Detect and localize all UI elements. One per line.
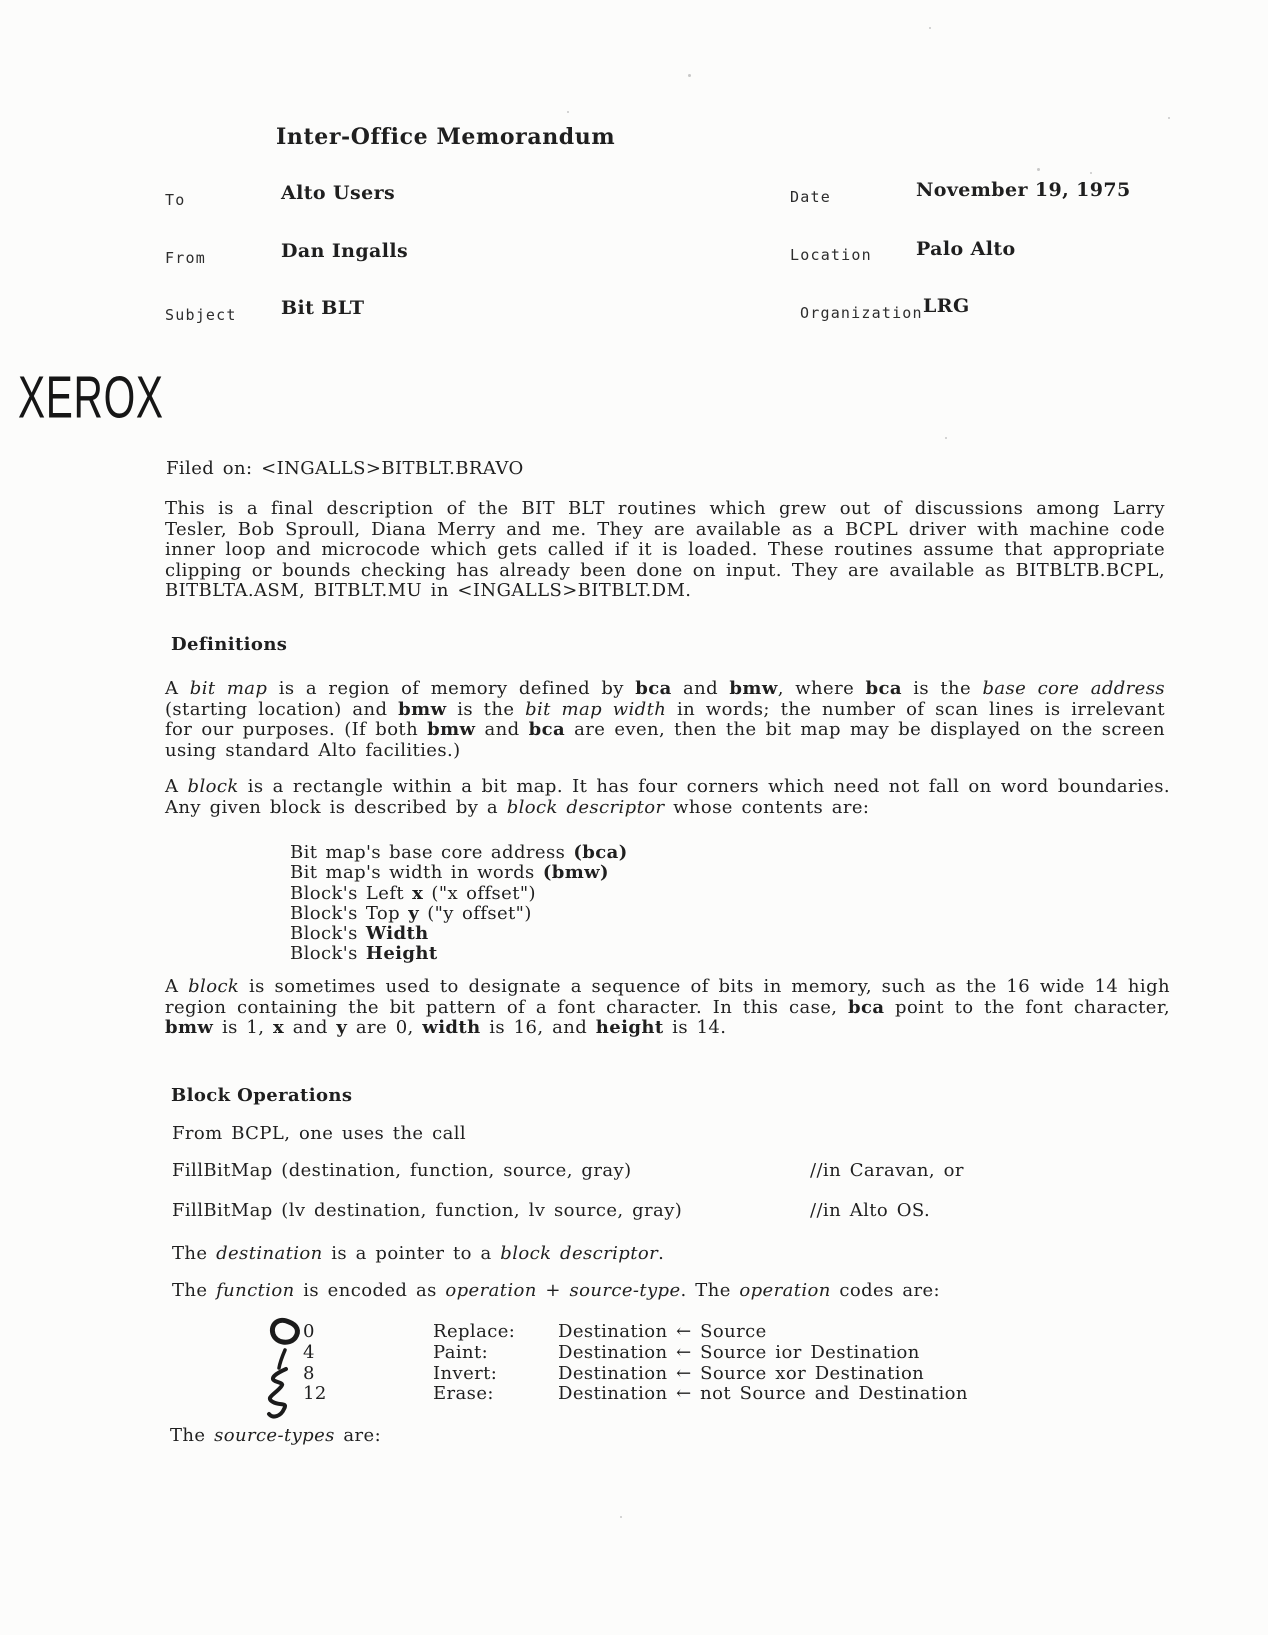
descriptor-item: Block's Left x ("x offset") bbox=[290, 882, 536, 904]
operation-desc: Destination ← not Source and Destination bbox=[558, 1383, 968, 1405]
scan-speckle bbox=[567, 111, 569, 113]
operation-row bbox=[303, 1342, 1203, 1363]
operation-name: Paint: bbox=[433, 1341, 489, 1363]
destination-paragraph: The destination is a pointer to a block descriptor. bbox=[172, 1243, 665, 1264]
field-value-from: Dan Ingalls bbox=[281, 240, 409, 262]
descriptor-item: Bit map's base core address (bca) bbox=[290, 842, 628, 863]
operation-row bbox=[303, 1383, 1203, 1404]
operation-code: 12 bbox=[303, 1383, 327, 1405]
bitmap-definition-paragraph: A bit map is a region of memory defined by bca and bmw, where bca is the base core address (starting location) and bmw is the bit map width in words; the number of scan lines is irrelevant for our purposes. (If both bmw and bca are even, then the bit map may be displayed on the screen using standard Alto facilities.) bbox=[165, 678, 1166, 761]
field-label-date: Date bbox=[790, 188, 831, 206]
operation-name: Erase: bbox=[433, 1383, 494, 1405]
descriptor-item: Block's Height bbox=[290, 943, 438, 965]
bcpl-call-line: From BCPL, one uses the call bbox=[172, 1123, 467, 1144]
field-value-date: November 19, 1975 bbox=[916, 179, 1131, 201]
scan-speckle bbox=[1168, 117, 1170, 119]
call-comment: //in Caravan, or bbox=[810, 1160, 964, 1181]
descriptor-item: Bit map's width in words (bmw) bbox=[290, 862, 609, 884]
operation-code: 0 bbox=[303, 1321, 315, 1342]
scan-speckle bbox=[945, 437, 947, 439]
field-label-subject: Subject bbox=[165, 306, 237, 324]
memo-title: Inter-Office Memorandum bbox=[276, 124, 616, 150]
field-label-organization: Organization bbox=[800, 304, 923, 322]
operation-code: 4 bbox=[303, 1341, 315, 1363]
field-value-to: Alto Users bbox=[281, 182, 396, 204]
definitions-heading: Definitions bbox=[171, 634, 288, 655]
function-paragraph: The function is encoded as operation + source-type. The operation codes are: bbox=[172, 1280, 940, 1301]
block-operations-heading: Block Operations bbox=[171, 1085, 353, 1106]
field-value-location: Palo Alto bbox=[916, 238, 1016, 260]
fillbitmap-call-row bbox=[0, 1160, 1268, 1182]
field-value-organization: LRG bbox=[923, 295, 970, 317]
operation-name: Replace: bbox=[433, 1321, 516, 1342]
xerox-logo: XEROX bbox=[18, 363, 164, 431]
field-label-to: To bbox=[165, 191, 186, 209]
scan-speckle bbox=[1090, 172, 1092, 174]
operation-row bbox=[303, 1321, 1203, 1342]
scan-speckle bbox=[929, 27, 931, 29]
scan-speckle bbox=[620, 1516, 622, 1518]
operation-desc: Destination ← Source bbox=[558, 1321, 767, 1342]
operation-desc: Destination ← Source xor Destination bbox=[558, 1362, 925, 1384]
handwritten-annotation bbox=[253, 1312, 311, 1424]
field-label-from: From bbox=[165, 249, 206, 267]
filed-on-line: Filed on: <INGALLS>BITBLT.BRAVO bbox=[166, 458, 524, 479]
block-definition-paragraph: A block is a rectangle within a bit map. It has four corners which need not fall on word boundaries. Any given block is described by a block descriptor whose contents are: bbox=[165, 776, 1170, 818]
call-code: FillBitMap (destination, function, source, gray) bbox=[172, 1160, 632, 1181]
scan-speckle bbox=[1037, 168, 1040, 171]
descriptor-item: Block's Width bbox=[290, 923, 429, 945]
fillbitmap-call-row bbox=[0, 1200, 1268, 1222]
call-code: FillBitMap (lv destination, function, lv source, gray) bbox=[172, 1200, 683, 1221]
operation-desc: Destination ← Source ior Destination bbox=[558, 1341, 920, 1363]
call-comment: //in Alto OS. bbox=[810, 1200, 931, 1221]
descriptor-item: Block's Top y ("y offset") bbox=[290, 902, 532, 924]
field-label-location: Location bbox=[790, 246, 872, 264]
operation-row bbox=[303, 1363, 1203, 1384]
scan-speckle bbox=[688, 74, 691, 77]
source-types-paragraph: The source-types are: bbox=[170, 1425, 382, 1446]
operation-code: 8 bbox=[303, 1362, 315, 1384]
block-descriptor-list bbox=[290, 843, 628, 965]
field-value-subject: Bit BLT bbox=[281, 297, 365, 319]
operation-name: Invert: bbox=[433, 1362, 498, 1384]
block-usage-paragraph: A block is sometimes used to designate a sequence of bits in memory, such as the 16 wide 14 high region containing the bit pattern of a font character. In this case, bca point to the font character, bmw is 1, x and y are 0, width is 16, and height is 14. bbox=[165, 976, 1170, 1039]
intro-paragraph: This is a final description of the BIT BLT routines which grew out of discussions among Larry Tesler, Bob Sproull, Diana Merry and me. They are available as a BCPL driver with machine code inner loop and microcode which gets called if it is loaded. These routines assume that appropriate clipping or bounds checking has already been done on input. They are available as BITBLTB.BCPL, BITBLTA.ASM, BITBLT.MU in <INGALLS>BITBLT.DM. bbox=[165, 498, 1165, 602]
operation-codes-table bbox=[303, 1321, 1203, 1407]
